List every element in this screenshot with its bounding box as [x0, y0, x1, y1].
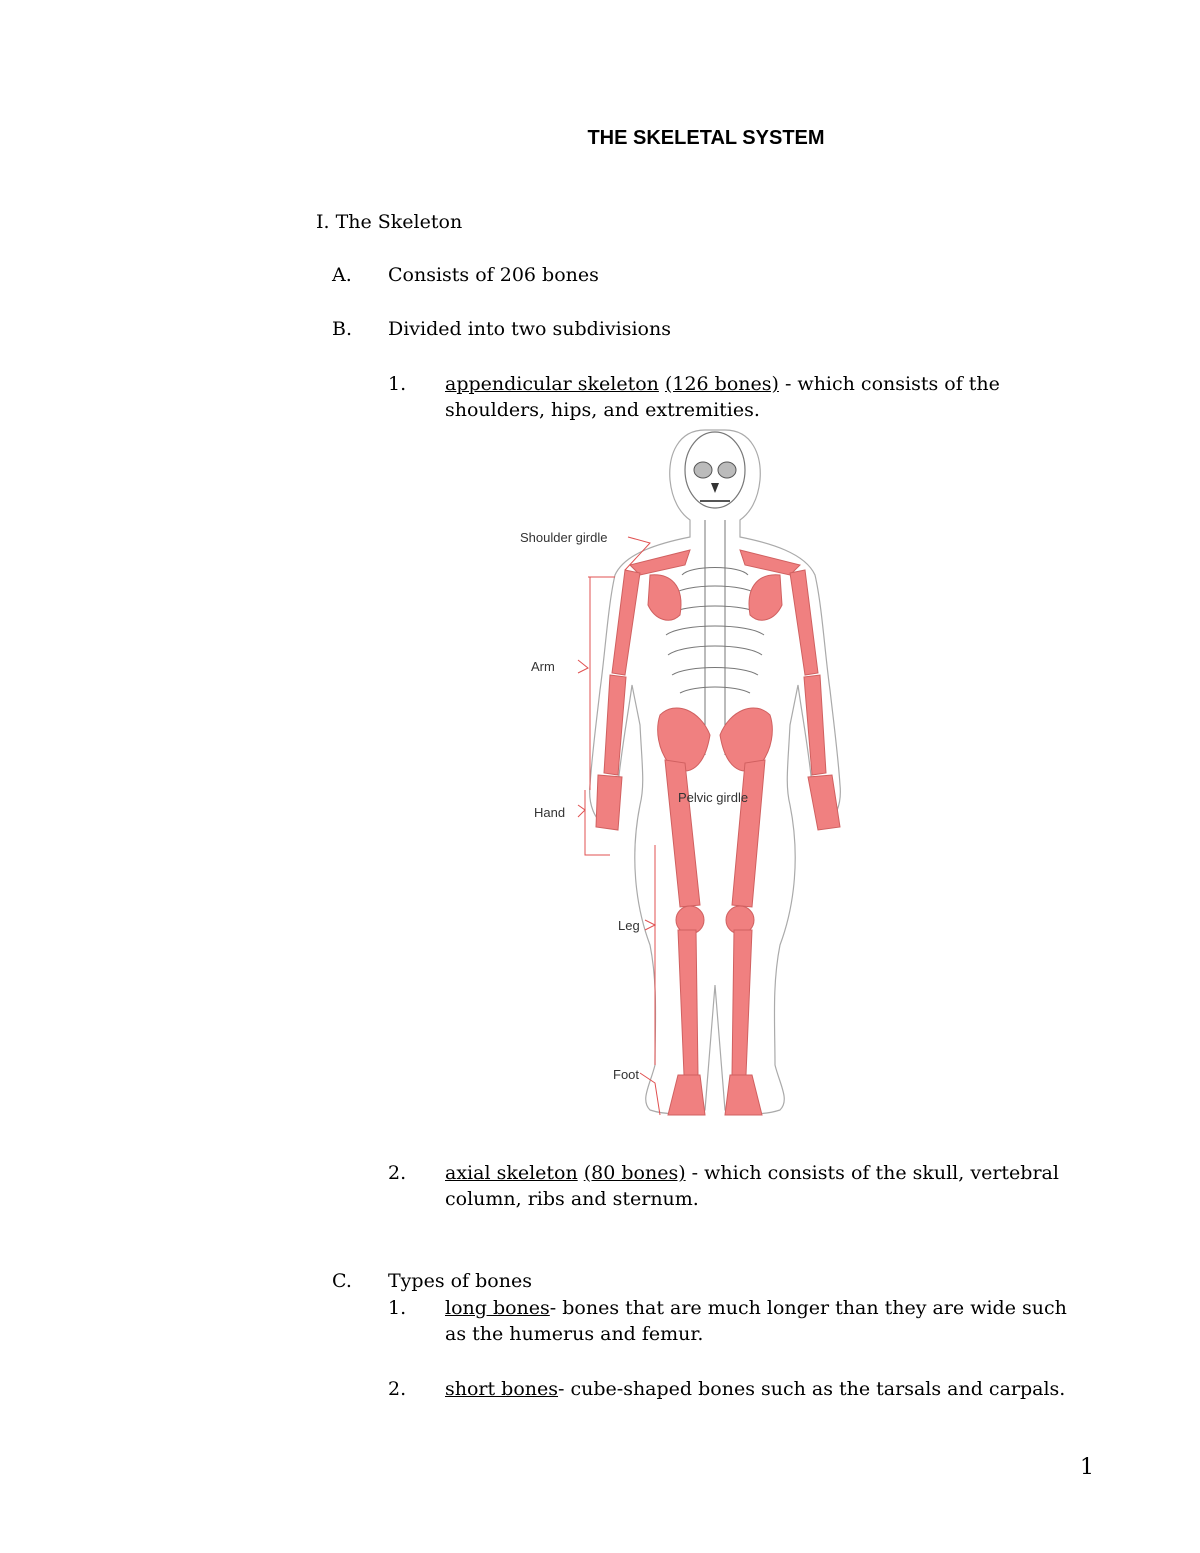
- appendicular-count: (126 bones): [664, 373, 779, 395]
- body-outline: [590, 430, 841, 1114]
- item-c1-line2: as the humerus and femur.: [445, 1323, 704, 1345]
- item-c-marker: C.: [332, 1270, 352, 1292]
- item-b1-line2: shoulders, hips, and extremities.: [445, 399, 760, 421]
- item-a-text: Consists of 206 bones: [388, 264, 599, 286]
- long-bones-desc1: - bones that are much longer than they are wide such: [549, 1297, 1067, 1319]
- item-b1-marker: 1.: [388, 373, 407, 395]
- short-bones-term: short bones: [445, 1378, 559, 1400]
- appendicular-term: appendicular skeleton: [445, 373, 659, 395]
- long-bones-term: long bones: [445, 1297, 550, 1319]
- label-arm: Arm: [531, 659, 555, 674]
- axial-term: axial skeleton: [445, 1162, 578, 1184]
- item-c2-marker: 2.: [388, 1378, 407, 1400]
- item-c-text: Types of bones: [388, 1270, 532, 1292]
- short-bones-desc1: - cube-shaped bones such as the tarsals and carpals.: [558, 1378, 1066, 1400]
- item-b-text: Divided into two subdivisions: [388, 318, 671, 340]
- item-c2-line1: [445, 1376, 1065, 1402]
- page-number: 1: [1080, 1455, 1094, 1480]
- lower-limbs: [658, 708, 773, 1115]
- axial-count: (80 bones): [583, 1162, 686, 1184]
- item-a-marker: A.: [332, 264, 352, 286]
- label-leg: Leg: [618, 918, 640, 933]
- skeleton-figure: [500, 425, 900, 1125]
- section-heading: I. The Skeleton: [316, 211, 463, 233]
- skull: [685, 432, 745, 508]
- label-shoulder-girdle: Shoulder girdle: [520, 530, 608, 545]
- item-c1-line1: [445, 1295, 1067, 1321]
- item-b1-line1: [445, 371, 1000, 397]
- axial-desc1: - which consists of the skull, vertebral: [685, 1162, 1059, 1184]
- label-pelvic-girdle: Pelvic girdle: [678, 790, 749, 805]
- item-b2-line2: column, ribs and sternum.: [445, 1188, 699, 1210]
- label-hand: Hand: [534, 805, 566, 820]
- item-b2-marker: 2.: [388, 1162, 407, 1184]
- appendicular-desc1: - which consists of the: [778, 373, 1000, 395]
- item-b-marker: B.: [332, 318, 353, 340]
- item-c1-marker: 1.: [388, 1297, 407, 1319]
- label-foot: Foot: [613, 1067, 640, 1082]
- item-b2-line1: [445, 1160, 1059, 1186]
- page-title: THE SKELETAL SYSTEM: [587, 127, 825, 149]
